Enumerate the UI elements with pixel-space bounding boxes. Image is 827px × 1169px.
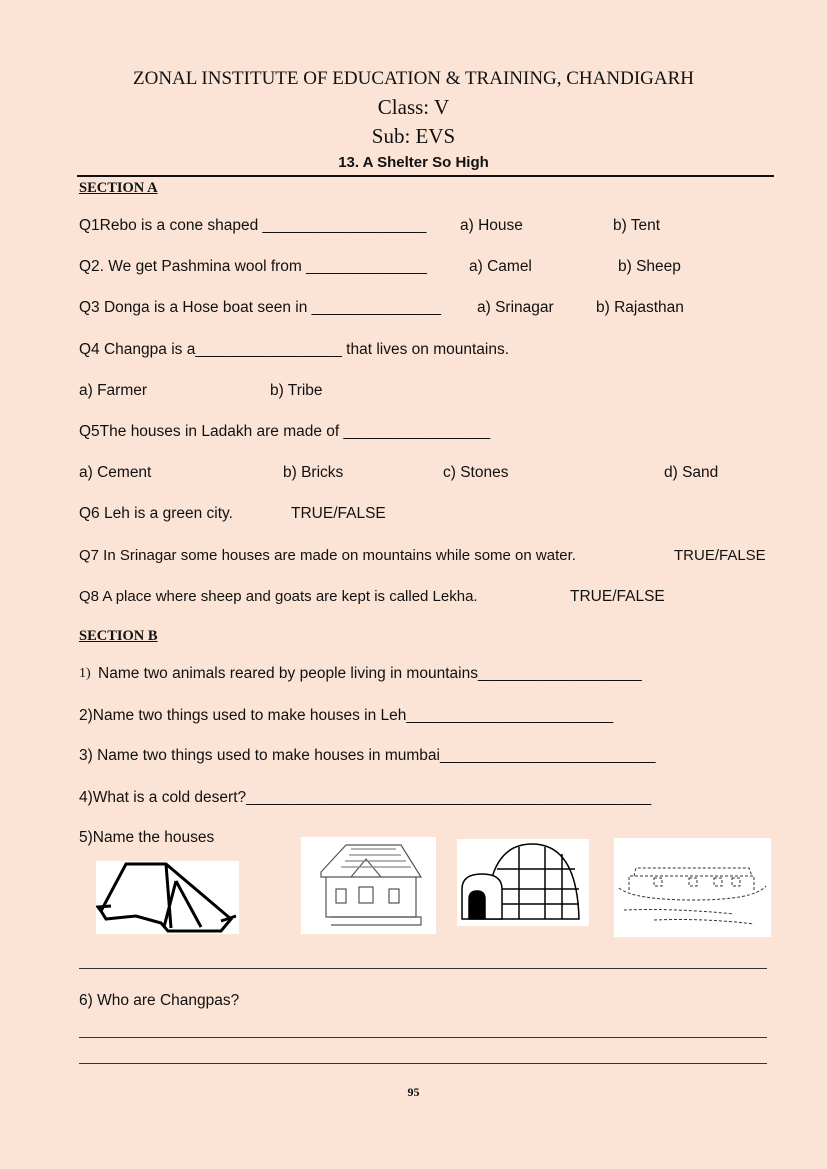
section-b-question-2: 2)Name two things used to make houses in Leh________________________ xyxy=(79,707,614,724)
q4-option-b: b) Tribe xyxy=(270,382,323,399)
q6-true-false: TRUE/FALSE xyxy=(291,505,386,522)
section-b-question-5: 5)Name the houses xyxy=(79,829,215,846)
section-b-title: SECTION B xyxy=(79,628,158,644)
section-b-question-1: Name two animals reared by people living in mountains___________________ xyxy=(98,665,642,682)
q5-option-a: a) Cement xyxy=(79,464,152,481)
q5-option-d: d) Sand xyxy=(664,464,719,481)
igloo-image xyxy=(457,839,589,926)
institute-title: ZONAL INSTITUTE OF EDUCATION & TRAINING, CHANDIGARH xyxy=(133,68,694,89)
question-8: Q8 A place where sheep and goats are kept is called Lekha. xyxy=(79,588,478,605)
q2-option-b: b) Sheep xyxy=(618,258,681,275)
section-b-q1-number: 1) xyxy=(79,666,91,681)
q5-option-b: b) Bricks xyxy=(283,464,344,481)
section-b-question-6: 6) Who are Changpas? xyxy=(79,992,240,1009)
tent-image xyxy=(96,861,239,934)
q8-true-false: TRUE/FALSE xyxy=(570,588,665,605)
class-label: Class: V xyxy=(377,95,450,119)
section-a-title: SECTION A xyxy=(79,180,158,196)
q5-option-c: c) Stones xyxy=(443,464,509,481)
page-number: 95 xyxy=(407,1085,420,1099)
q1-option-a: a) House xyxy=(460,217,523,234)
header-divider xyxy=(77,175,774,177)
question-1: Q1Rebo is a cone shaped ___________________ xyxy=(79,217,427,234)
question-2: Q2. We get Pashmina wool from ______________ xyxy=(79,258,427,275)
q4-option-a: a) Farmer xyxy=(79,382,148,399)
q3-option-b: b) Rajasthan xyxy=(596,299,684,316)
subject-label: Sub: EVS xyxy=(371,124,456,148)
house-image xyxy=(301,837,436,934)
answer-line-6b[interactable] xyxy=(79,1063,767,1064)
q7-true-false: TRUE/FALSE xyxy=(674,547,766,564)
q2-option-a: a) Camel xyxy=(469,258,532,275)
q3-option-a: a) Srinagar xyxy=(477,299,554,316)
answer-line-5[interactable] xyxy=(79,968,767,969)
answer-line-6a[interactable] xyxy=(79,1037,767,1038)
question-6: Q6 Leh is a green city. xyxy=(79,505,233,522)
question-4: Q4 Changpa is a_________________ that lives on mountains. xyxy=(79,341,510,358)
chapter-title: 13. A Shelter So High xyxy=(338,154,489,171)
houseboat-image xyxy=(614,838,771,937)
question-5: Q5The houses in Ladakh are made of _________________ xyxy=(79,423,491,440)
question-3: Q3 Donga is a Hose boat seen in _______________ xyxy=(79,299,441,316)
q1-option-b: b) Tent xyxy=(613,217,661,234)
section-b-question-3: 3) Name two things used to make houses in mumbai_________________________ xyxy=(79,747,656,764)
question-7: Q7 In Srinagar some houses are made on mountains while some on water. xyxy=(79,547,576,564)
section-b-question-4: 4)What is a cold desert?_______________________________________________ xyxy=(79,789,652,806)
